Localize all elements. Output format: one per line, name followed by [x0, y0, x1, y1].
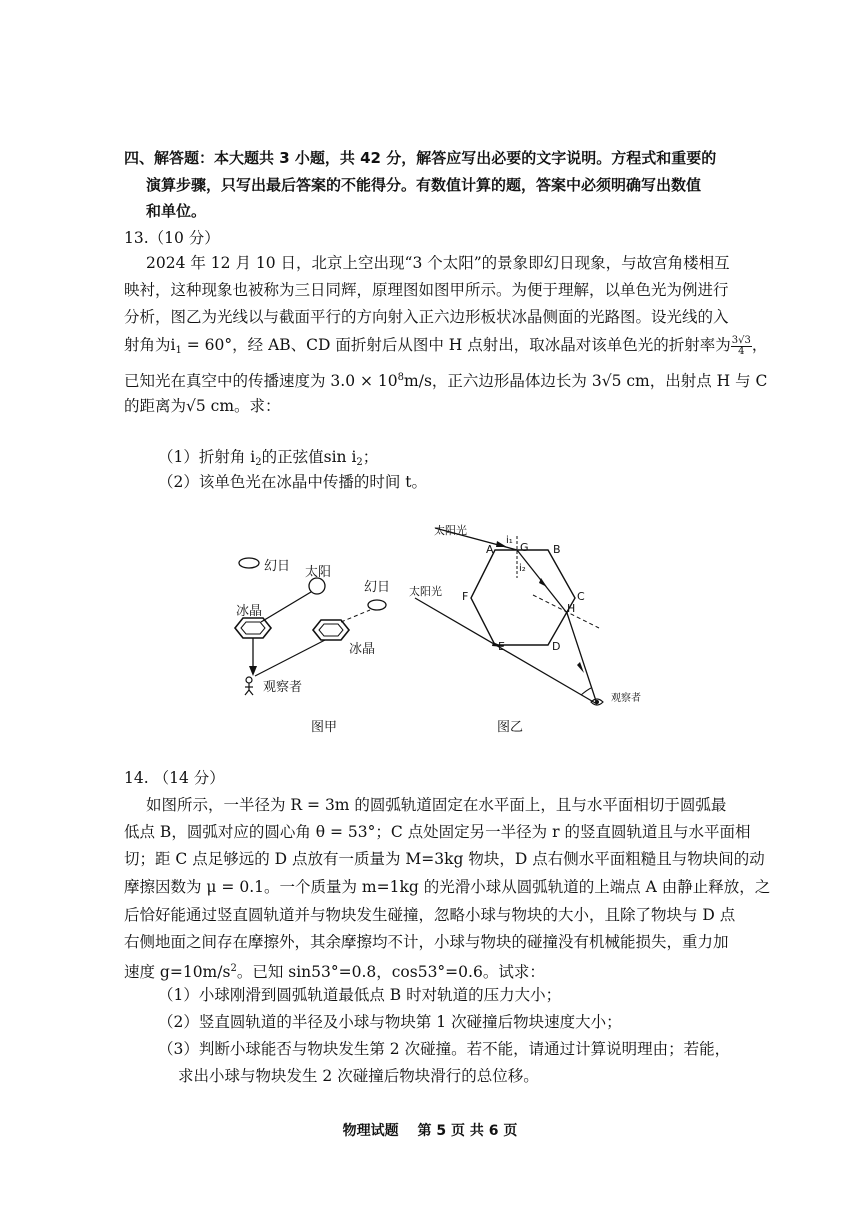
q14-paragraph-line2: 低点 B，圆弧对应的圆心角 θ = 53°；C 点处固定另一半径为 r 的竖直圆轨道且与水平面相 — [124, 823, 751, 841]
point-h: H — [567, 602, 576, 615]
sun-shape — [309, 578, 325, 594]
q14-paragraph-line5: 后恰好能通过竖直圆轨道并与物块发生碰撞，忽略小球与物块的大小，且除了物块与 D 点 — [124, 906, 736, 924]
angle-i1: i₁ — [506, 535, 513, 546]
ice-crystal-right-shape — [313, 620, 349, 640]
q13-text: ； — [362, 448, 379, 466]
q14-text: 速度 g=10m/s — [124, 963, 231, 981]
q13-number: 13.（10 分） — [124, 229, 220, 247]
ice-crystal-left-shape — [235, 618, 271, 638]
q14-subquestion-3: （3）判断小球能否与物块发生第 2 次碰撞。若不能，请通过计算说明理由；若能， — [158, 1040, 731, 1058]
right-crystal-ray — [255, 640, 325, 676]
label-ice-crystal-right: 冰晶 — [349, 642, 376, 657]
q13-text: ， — [751, 336, 768, 354]
q14-text: 。已知 sin53°=0.8，cos53°=0.6。试求： — [236, 963, 545, 981]
angle-arc — [581, 688, 591, 695]
section-heading-line1: 四、解答题：本大题共 3 小题，共 42 分，解答应写出必要的文字说明。方程式和重要的 — [124, 149, 717, 167]
figure-yi-caption: 图乙 — [497, 720, 524, 735]
page-footer: 物理试题 第 5 页 共 6 页 — [342, 1123, 518, 1139]
q13-text: m/s，正六边形晶体边长为 3√5 cm，出射点 H 与 C — [404, 372, 768, 390]
label-observer-jia: 观察者 — [263, 680, 303, 695]
q14-paragraph-line4: 摩擦因数为 μ = 0.1。一个质量为 m=1kg 的光滑小球从圆弧轨道的上端点 A 由静止释放，之 — [124, 878, 771, 896]
sundog-right-shape — [368, 600, 386, 610]
q13-paragraph-line1: 2024 年 12 月 10 日，北京上空出现“3 个太阳”的景象即幻日现象，与故宫角楼相互 — [146, 254, 730, 272]
fraction-denominator: 4 — [738, 345, 745, 357]
label-observer-yi: 观察者 — [611, 693, 641, 704]
label-sun: 太阳 — [305, 565, 332, 580]
q13-paragraph-line4 — [124, 335, 767, 361]
q14-subquestion-1: （1）小球刚滑到圆弧轨道最低点 B 时对轨道的压力大小； — [158, 986, 562, 1004]
q14-superscript: 2 — [230, 963, 237, 974]
vertex-f: F — [462, 590, 469, 603]
section-heading-line2: 演算步骤，只写出最后答案的不能得分。有数值计算的题，答案中必须明确写出数值 — [146, 176, 702, 194]
normal-line-h — [533, 595, 599, 628]
figure-jia-caption: 图甲 — [311, 720, 338, 735]
vertex-a: A — [486, 543, 494, 556]
q13-subscript: 1 — [175, 345, 182, 356]
vertex-b: B — [553, 543, 561, 556]
label-sundog-left: 幻日 — [264, 559, 291, 574]
fraction-numerator: 3√3 — [731, 334, 751, 346]
q13-paragraph-line6: 的距离为√5 cm。求： — [124, 397, 281, 415]
refractive-index-fraction — [731, 336, 752, 357]
q13-text: = 60°，经 AB、CD 面折射后从图中 H 点射出，取冰晶对该单色光的折射率为 — [181, 336, 731, 354]
q13-paragraph-line2: 映衬，这种现象也被称为三日同辉，原理图如图甲所示。为便于理解，以单色光为例进行 — [124, 281, 729, 299]
q14-number: 14. （14 分） — [124, 769, 225, 787]
label-sunlight-1: 太阳光 — [434, 524, 467, 537]
sundog-left-shape — [239, 558, 259, 568]
q13-subquestion-1 — [158, 447, 378, 473]
label-sunlight-2: 太阳光 — [409, 585, 442, 598]
q13-text: 已知光在真空中的传播速度为 3.0 × 10 — [124, 372, 398, 390]
q14-subquestion-3-cont: 求出小球与物块发生 2 次碰撞后物块滑行的总位移。 — [178, 1067, 539, 1085]
label-ice-crystal-left: 冰晶 — [236, 604, 263, 619]
q14-subquestion-2: （2）竖直圆轨道的半径及小球与物块第 1 次碰撞后物块速度大小； — [158, 1013, 622, 1031]
angle-i2: i₂ — [519, 563, 526, 574]
q13-text: 的正弦值sin i — [261, 448, 357, 466]
exit-ray — [567, 613, 597, 704]
q14-paragraph-line7 — [124, 959, 545, 982]
q13-paragraph-line5 — [124, 368, 767, 391]
ray-arrow-icon — [577, 662, 584, 673]
dashed-sundog-ray — [341, 610, 370, 622]
vertex-c: C — [577, 590, 585, 603]
q14-paragraph-line1: 如图所示，一半径为 R = 3m 的圆弧轨道固定在水平面上，且与水平面相切于圆弧最 — [146, 796, 727, 814]
q13-subquestion-2: （2）该单色光在冰晶中传播的时间 t。 — [158, 473, 428, 491]
q13-subscript: 2 — [356, 457, 363, 468]
q14-paragraph-line3: 切；距 C 点足够远的 D 点放有一质量为 M=3kg 物块，D 点右侧水平面粗糙且与物块间的动 — [124, 850, 765, 868]
point-g: G — [520, 541, 529, 554]
label-sundog-right: 幻日 — [364, 580, 391, 595]
q14-paragraph-line6: 右侧地面之间存在摩擦外，其余摩擦均不计，小球与物块的碰撞没有机械能损失，重力加 — [124, 933, 729, 951]
q13-paragraph-line3: 分析，图乙为光线以与截面平行的方向射入正六边形板状冰晶侧面的光路图。设光线的入 — [124, 308, 729, 326]
figure-jia — [225, 530, 415, 710]
sun-to-crystal-ray — [261, 592, 311, 622]
vertex-e: E — [498, 640, 505, 653]
q13-superscript: 8 — [397, 372, 405, 383]
observer-icon — [245, 677, 253, 695]
vertex-d: D — [552, 640, 561, 653]
section-heading-line3: 和单位。 — [146, 202, 207, 220]
q13-text: （1）折射角 i — [158, 448, 256, 466]
ray-arrow-icon — [249, 666, 257, 676]
q13-subscript: 2 — [255, 457, 262, 468]
q13-text: 射角为i — [124, 336, 176, 354]
